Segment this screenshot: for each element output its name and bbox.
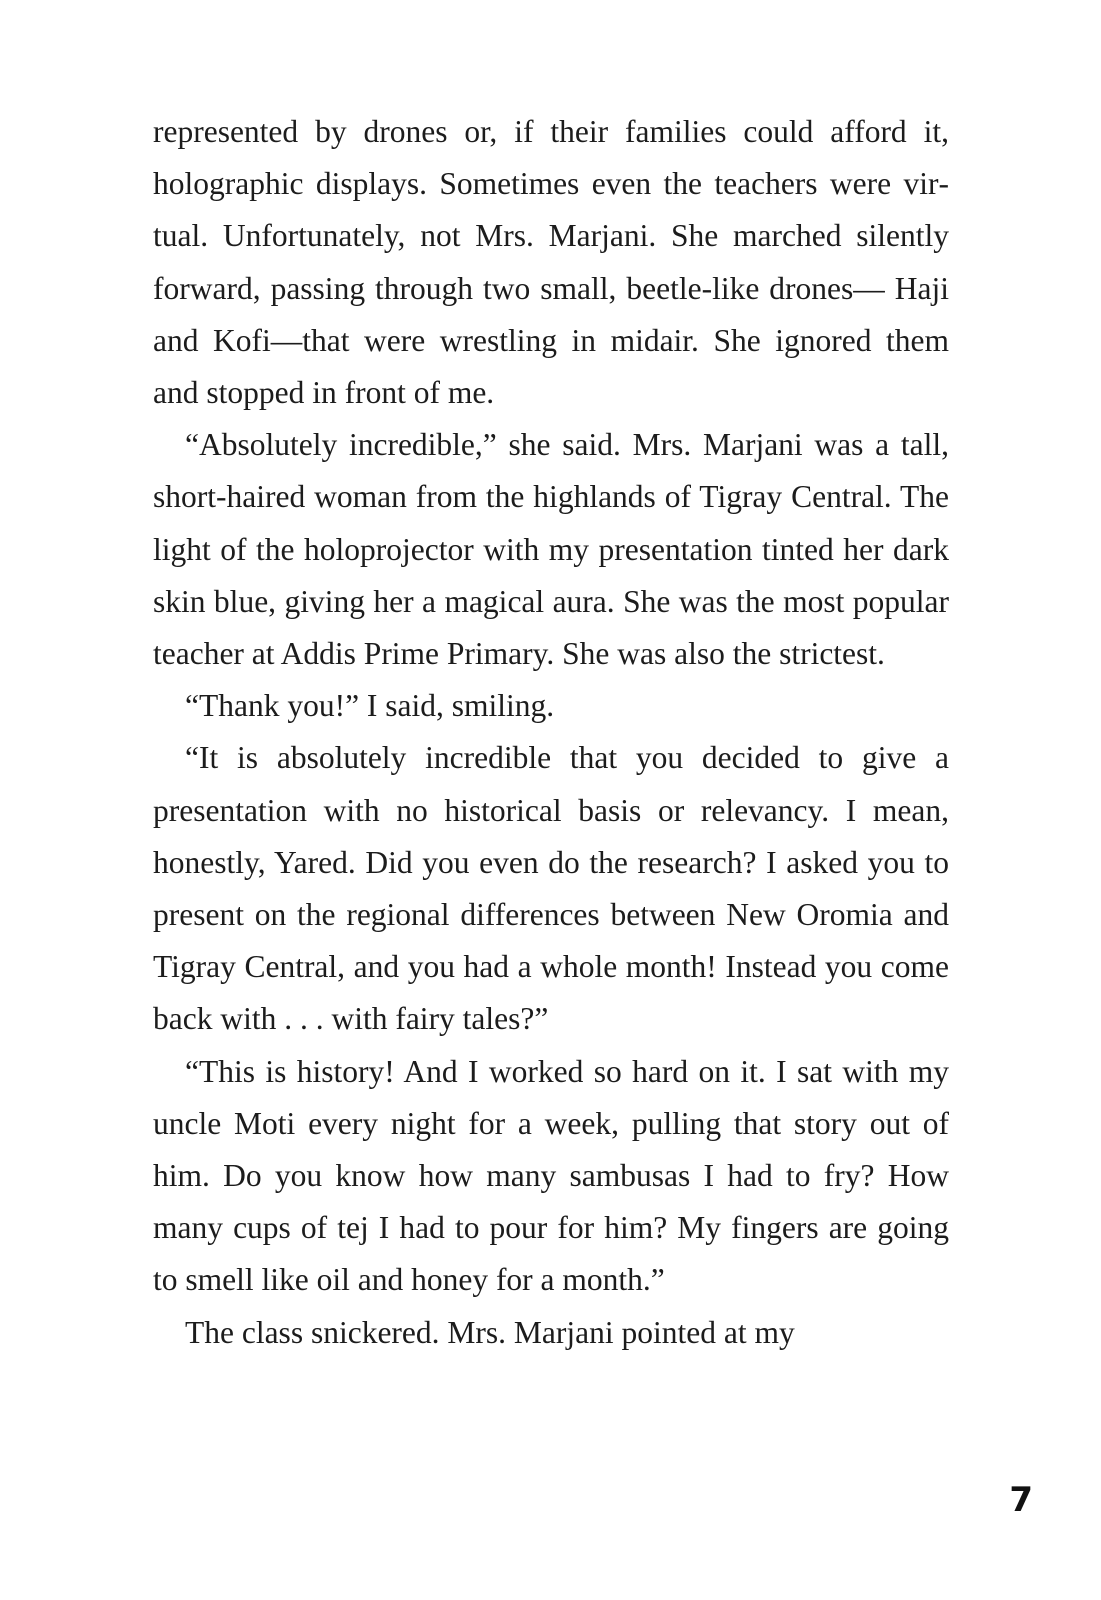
paragraph-1: represented by drones or, if their families could afford it, holographic displays. Sometimes even the teachers were virtual. Unfortunately, not Mrs. Marjani. She marched silently forward, passing through two small, beetle-like drones— Haji and Kofi—that were wrestling in midair. She ignored them and stopped in front of me. bbox=[153, 114, 949, 411]
paragraph-2: “Absolutely incredible,” she said. Mrs. Marjani was a tall, short-haired woman from the highlands of Tigray Central. The light of the holoprojector with my presentation tinted her dark skin blue, giving her a magical aura. She was the most popular teacher at Addis Prime Primary. She was also the strictest. bbox=[153, 427, 949, 672]
paragraph-3: “Thank you!” I said, smiling. bbox=[185, 688, 555, 724]
paragraph-5: “This is history! And I worked so hard on it. I sat with my uncle Moti every night for a week, pulling that story out of him. Do you know how many sambusas I had to fry? How many cups of tej I had to pour for him? My fingers are going to smell like oil and honey for a month.” bbox=[153, 1053, 949, 1298]
page-number: 7 bbox=[1009, 1480, 1033, 1520]
paragraph-6: The class snickered. Mrs. Marjani pointed at my bbox=[185, 1314, 795, 1350]
paragraph-4: “It is absolutely incredible that you decided to give a presentation with no historical basis or relevancy. I mean, honestly, Yared. Did you even do the research? I asked you to present on the regional differences between New Oromia and Tigray Central, and you had a whole month! Instead you come back with . . . with fairy tales?” bbox=[153, 740, 949, 1037]
body-text bbox=[153, 106, 949, 1359]
